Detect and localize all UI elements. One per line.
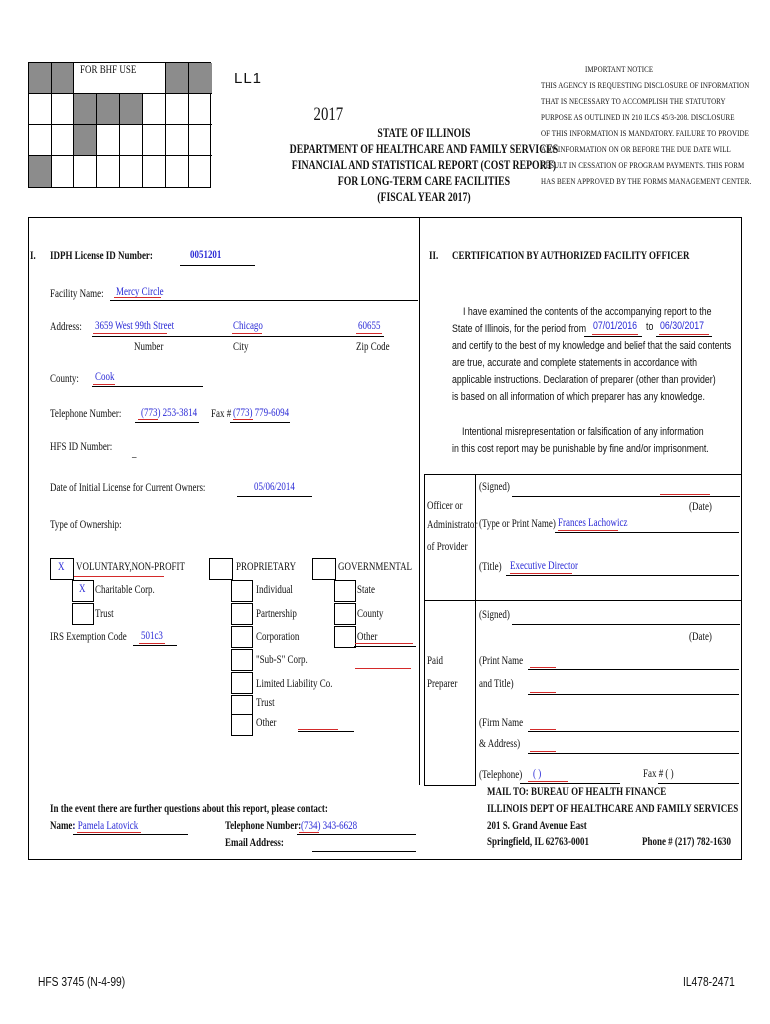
zip-value[interactable]: 60655 [358,320,381,332]
spellcheck-mark [355,643,413,644]
spellcheck-mark [530,751,556,752]
frame-right-line [741,217,742,860]
city-caption: City [233,341,249,353]
notice-line: RESULT IN CESSATION OF PROGRAM PAYMENTS. THIS FORM [541,160,745,170]
telephone-underline [135,422,199,423]
sub-s-checkbox[interactable] [231,649,253,671]
spellcheck-mark [139,643,165,644]
header-state: STATE OF ILLINOIS [377,126,471,140]
officer-box-left [424,474,425,786]
county-checkbox[interactable] [334,603,356,625]
preparer-title-line [528,694,739,695]
prop-other-checkbox[interactable] [231,714,253,736]
zip-caption: Zip Code [356,341,390,353]
state-checkbox[interactable] [334,580,356,602]
contact-phone-label: Telephone Number: [225,820,302,832]
officer-label-1: Officer or [427,500,463,512]
governmental-checkbox[interactable] [312,558,336,580]
contact-name-value[interactable]: : Pamela Latovick [73,820,139,832]
spellcheck-mark [558,530,618,531]
individual-checkbox[interactable] [231,580,253,602]
officer-title-value[interactable]: Executive Director [510,560,578,572]
hfs-id-label: HFS ID Number: [50,441,113,453]
preparer-fax-label: Fax # ( ) [643,768,674,780]
officer-name-label: (Type or Print Name) [479,518,556,530]
period-from-value[interactable]: 07/01/2016 [593,320,638,332]
contact-name-label: Name: [50,820,76,832]
facility-name-label: Facility Name: [50,288,104,300]
number-caption: Number [134,341,164,353]
warning-line-2: in this cost report may be punishable by fine and/or imprisonment. [452,443,709,455]
spellcheck-mark [530,667,556,668]
footer-il-number: IL478-2471 [683,975,735,989]
gov-other-label: Other [357,631,378,643]
spellcheck-mark [299,832,319,833]
state-label: State [357,584,375,596]
warning-line-1: Intentional misrepresentation or falsification of any information [462,426,704,438]
preparer-label-1: Paid [427,655,443,667]
preparer-telephone-underline [520,783,620,784]
header-fiscal-year: (FISCAL YEAR 2017) [377,190,471,204]
officer-title-underline [506,575,739,576]
grid-cell [29,63,52,94]
officer-signature-line [512,496,740,497]
cert-line-6: is based on all information of which preparer has any knowledge. [452,391,705,403]
form-code: LL1 [234,70,263,87]
county-gov-label: County [357,608,384,620]
facility-name-value[interactable]: Mercy Circle [116,286,164,298]
frame-bottom-line [28,859,742,860]
contact-email-underline [312,851,416,852]
irs-exemption-value[interactable]: 501c3 [141,630,163,642]
address-label: Address: [50,321,82,333]
address-underline [92,336,384,337]
charitable-mark: X [79,583,86,595]
sub-s-label: "Sub-S" Corp. [256,654,308,666]
preparer-firm-line [528,731,739,732]
ownership-type-label: Type of Ownership: [50,519,122,531]
notice-title: IMPORTANT NOTICE [585,64,654,74]
cert-line-5: applicable instructions. Declaration of preparer (other than provider) [452,374,716,386]
license-label: IDPH License ID Number: [50,250,153,262]
period-from-underline [584,336,642,337]
irs-exemption-underline [133,645,177,646]
preparer-address-line [528,753,739,754]
spellcheck-mark [233,419,253,420]
notice-line: OF THIS INFORMATION IS MANDATORY. FAILURE TO PROVIDE [541,128,749,138]
spellcheck-mark [138,419,158,420]
spellcheck-mark [298,729,338,730]
preparer-telephone-label: (Telephone) [479,769,523,781]
frame-middle-line [419,217,420,785]
officer-box-top [424,474,742,475]
gov-other-checkbox[interactable] [334,626,356,648]
contact-phone-underline [297,834,416,835]
llc-checkbox[interactable] [231,672,253,694]
section-2-numeral: II. [429,250,439,262]
fax-underline [230,422,290,423]
cert-line-1: I have examined the contents of the accompanying report to the [463,306,712,318]
spellcheck-mark [660,494,710,495]
governmental-label: GOVERNMENTAL [338,561,413,573]
officer-label-3: of Provider [427,541,468,553]
facility-name-underline [110,300,418,301]
cert-line-4: are true, accurate and complete statements in accordance with [452,357,698,369]
preparer-signature-line [512,624,740,625]
individual-label: Individual [256,584,293,596]
preparer-firm-label-2: & Address) [479,738,521,750]
proprietary-label: PROPRIETARY [236,561,297,573]
spellcheck-mark [93,333,167,334]
officer-name-value[interactable]: Frances Lachowicz [558,517,628,529]
bhf-use-label: FOR BHF USE [80,64,137,76]
contact-phone-value[interactable]: (734) 343-6628 [301,820,358,832]
proprietary-checkbox[interactable] [209,558,233,580]
footer-form-number: HFS 3745 (N-4-99) [38,975,126,989]
period-to-value[interactable]: 06/30/2017 [660,320,705,332]
header-facilities: FOR LONG-TERM CARE FACILITIES [337,174,511,188]
cert-line-2: State of Illinois, for the period from [452,323,587,335]
mail-to-line-2: ILLINOIS DEPT OF HEALTHCARE AND FAMILY SERVICES [487,803,739,815]
notice-line: THIS AGENCY IS REQUESTING DISCLOSURE OF INFORMATION [541,80,750,90]
license-underline [180,265,255,266]
spellcheck-mark [232,333,262,334]
spellcheck-mark [114,297,161,298]
notice-line: PURPOSE AS OUTLINED IN 210 ILCS 45/3-208. DISCLOSURE [541,112,735,122]
hfs-id-value[interactable]: _ [132,447,137,459]
license-value[interactable]: 0051201 [190,249,222,261]
notice-line: HAS BEEN APPROVED BY THE FORMS MANAGEMENT CENTER. [541,176,752,186]
county-label: County: [50,373,79,385]
preparer-print-label-2: and Title) [479,678,514,690]
header-department: DEPARTMENT OF HEALTHCARE AND FAMILY SERVICES [289,142,559,156]
mail-to-line-1: MAIL TO: BUREAU OF HEALTH FINANCE [487,786,667,798]
telephone-value[interactable]: (773) 253-3814 [141,407,198,419]
spellcheck-mark [528,781,568,782]
notice-line: ANY INFORMATION ON OR BEFORE THE DUE DATE WILL [541,144,731,154]
charitable-label: Charitable Corp. [95,584,155,596]
gov-other-underline [354,646,416,647]
preparer-label-2: Preparer [427,678,458,690]
form-year: 2017 [313,104,344,125]
irs-exemption-label: IRS Exemption Code [50,631,127,643]
spellcheck-mark [659,334,709,335]
city-value[interactable]: Chicago [233,320,263,332]
spellcheck-mark [355,668,411,669]
voluntary-mark: X [58,561,65,573]
period-to-underline [656,336,712,337]
contact-name-underline [73,834,188,835]
spellcheck-mark [510,573,572,574]
frame-top-line [28,217,742,218]
fax-value[interactable]: (773) 779-6094 [233,407,290,419]
trust-label: Trust [95,608,114,620]
preparer-fax-underline [658,783,739,784]
preparer-name-line [528,669,739,670]
frame-left-line [28,217,29,860]
header-report-title: FINANCIAL AND STATISTICAL REPORT (COST REPORT) [291,158,557,172]
county-value[interactable]: Cook [95,371,115,383]
grid-cell [52,63,74,94]
officer-signed-label: (Signed) [479,481,510,493]
prop-other-label: Other [256,717,277,729]
grid-cell [189,63,212,94]
grid-cell [166,63,189,94]
notice-line: THAT IS NECESSARY TO ACCOMPLISH THE STATUTORY [541,96,726,106]
partnership-label: Partnership [256,608,297,620]
fax-label: Fax # [211,408,232,420]
llc-label: Limited Liability Co. [256,678,333,690]
spellcheck-mark [356,333,382,334]
certification-title: CERTIFICATION BY AUTHORIZED FACILITY OFFICER [452,250,690,262]
spellcheck-mark [77,832,141,833]
period-to-label: to [646,321,654,333]
street-value[interactable]: 3659 West 99th Street [95,320,175,332]
trust-checkbox[interactable] [72,603,94,625]
voluntary-label: VOLUNTARY,NON-PROFIT [76,561,186,573]
mail-to-phone: Phone # (217) 782-1630 [642,836,731,848]
preparer-signed-label: (Signed) [479,609,510,621]
corporation-checkbox[interactable] [231,626,253,648]
preparer-date-label: (Date) [689,631,712,643]
preparer-box-bottom [424,785,476,786]
officer-date-label: (Date) [689,501,712,513]
telephone-label: Telephone Number: [50,408,122,420]
cert-line-3: and certify to the best of my knowledge and belief that the said contents [452,340,732,352]
initial-license-date-label: Date of Initial License for Current Owners: [50,482,206,494]
officer-title-label: (Title) [479,561,502,573]
preparer-firm-label-1: (Firm Name [479,717,524,729]
mail-to-line-4: Springfield, IL 62763-0001 [487,836,589,848]
spellcheck-mark [530,692,556,693]
corporation-label: Corporation [256,631,300,643]
officer-label-2: Administrator [427,519,478,531]
county-underline [92,386,203,387]
officer-name-underline [555,532,739,533]
mail-to-line-3: 201 S. Grand Avenue East [487,820,587,832]
partnership-checkbox[interactable] [231,603,253,625]
section-1-numeral: I. [30,250,36,262]
spellcheck-mark [530,729,556,730]
contact-email-label: Email Address: [225,837,284,849]
spellcheck-mark [74,576,164,577]
prop-other-underline [298,731,354,732]
spellcheck-mark [592,334,638,335]
officer-preparer-separator [424,600,742,601]
initial-license-date-underline [237,496,312,497]
preparer-telephone-value[interactable]: ( ) [533,768,542,780]
prop-trust-label: Trust [256,697,275,709]
spellcheck-mark [93,384,115,385]
preparer-print-label-1: (Print Name [479,655,524,667]
initial-license-date-value[interactable]: 05/06/2014 [254,481,295,493]
contact-intro: In the event there are further questions about this report, please contact: [50,803,328,815]
